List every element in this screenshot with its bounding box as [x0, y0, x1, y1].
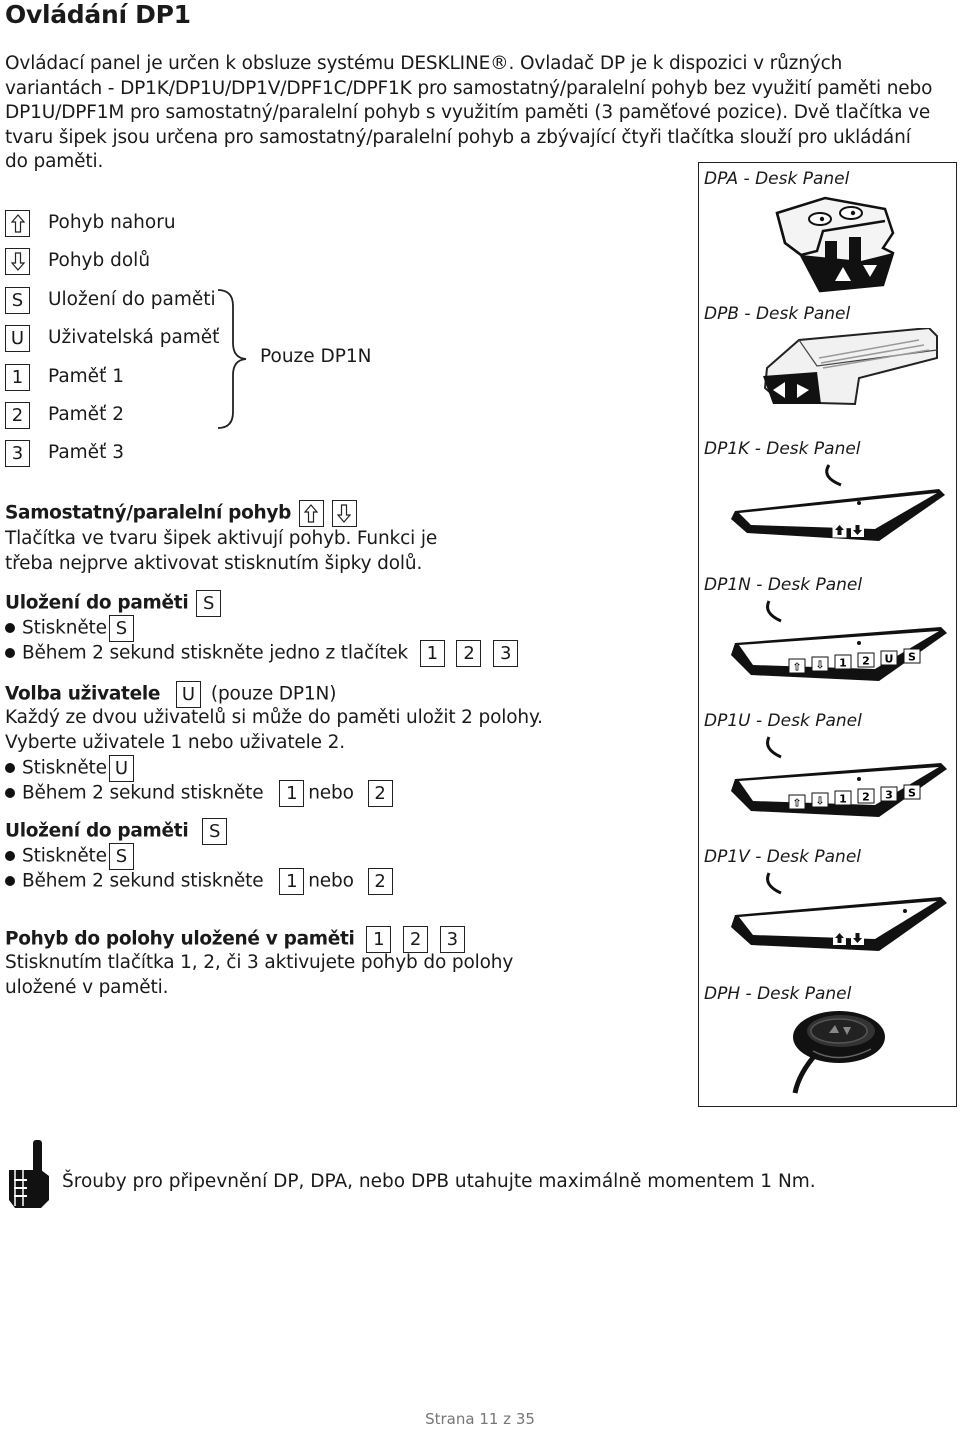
down-key: [332, 500, 357, 527]
arrow-down-icon: [337, 504, 351, 523]
arrow-up-icon: [11, 214, 25, 233]
section-text: třeba nejprve aktivovat stisknutím šipky dolů.: [5, 552, 423, 574]
panel-label: DP1V - Desk Panel: [704, 847, 862, 867]
up-key: [5, 210, 30, 237]
down-key: [5, 248, 30, 275]
page-title: Ovládání DP1: [5, 0, 191, 29]
section-text: Každý ze dvou uživatelů si může do paměti uložit 2 polohy.: [5, 707, 543, 728]
legend-label: Uživatelská paměť: [48, 327, 220, 348]
panel-button-label: 2: [862, 654, 870, 668]
panel-label: DPB - Desk Panel: [704, 304, 851, 324]
u-key: U: [109, 755, 134, 782]
section-text: uložené v paměti.: [5, 976, 169, 998]
key-2: 2: [5, 402, 30, 429]
section-user: [5, 681, 543, 805]
dp1k-panel-image: [729, 463, 949, 558]
section-text: Vyberte uživatele 1 nebo uživatele 2.: [5, 731, 345, 753]
s-key: S: [202, 818, 227, 845]
step-text: Během 2 sekund stiskněte: [22, 782, 264, 804]
legend-label: Paměť 1: [48, 366, 124, 387]
panel-button-label: S: [908, 650, 916, 664]
curly-brace: [216, 288, 256, 430]
panel-variants-box: [698, 162, 957, 1107]
arrow-up-icon: [304, 504, 318, 523]
legend-label: Pohyb dolů: [48, 250, 151, 271]
section-text: Stisknutím tlačítka 1, 2, či 3 aktivujete pohyb do polohy: [5, 952, 514, 973]
panel-label: DP1N - Desk Panel: [704, 575, 863, 595]
bullet-icon: [5, 763, 15, 773]
panel-button-label: ⇧: [792, 796, 802, 810]
key-2: 2: [368, 868, 393, 895]
key-3: 3: [493, 640, 518, 667]
key-1: 1: [420, 640, 445, 667]
panel-button-label: 3: [885, 788, 893, 802]
section-title: Pohyb do polohy uložené v paměti: [5, 928, 355, 950]
legend-label: Paměť 3: [48, 442, 124, 463]
bullet-icon: [5, 876, 15, 886]
key-1: 1: [279, 780, 304, 807]
section-movement: [5, 500, 437, 576]
panel-button-label: S: [908, 786, 916, 800]
dph-panel-image: [779, 1003, 899, 1098]
step-text: Během 2 sekund stiskněte: [22, 870, 264, 892]
bullet-icon: [5, 648, 15, 658]
step-text: nebo: [308, 870, 354, 892]
s-key: S: [109, 843, 134, 870]
dpa-panel-image: [765, 193, 905, 293]
panel-label: DP1K - Desk Panel: [704, 439, 861, 459]
bullet-icon: [5, 788, 15, 798]
legend-label: Paměť 2: [48, 404, 124, 425]
dp1v-panel-image: [729, 871, 949, 966]
section-title: Volba uživatele: [5, 683, 161, 705]
key-3: 3: [440, 926, 465, 953]
intro-paragraph: Ovládací panel je určen k obsluze systému DESKLINE®. Ovladač DP je k dispozici v různých variantách - DP1K/DP1U/DP1V/DPF1C/DPF1K pro samostatný/paralelní pohyb bez využití paměti nebo DP1U/DPF1M pro samostatný/paralelní pohyb s využitím paměti (3 paměťové pozice). Dvě tlačítka ve tvaru šipek jsou určena pro samostatný/paralelní pohyb a zbývající čtyři tlačítka slouží pro ukládání do paměti.: [5, 53, 933, 172]
section-title: Uložení do paměti: [5, 820, 189, 842]
dpb-panel-image: [759, 328, 939, 408]
key-3: 3: [5, 440, 30, 467]
u-key: U: [176, 681, 201, 708]
key-2: 2: [403, 926, 428, 953]
page-number: Strana 11 z 35: [425, 1410, 535, 1428]
panel-button-label: 1: [839, 792, 847, 806]
panel-label: DPH - Desk Panel: [704, 984, 852, 1004]
step-text: Během 2 sekund stiskněte jedno z tlačítek: [22, 642, 408, 664]
key-1: 1: [5, 364, 30, 391]
panel-label: DPA - Desk Panel: [704, 169, 850, 189]
step-text: Stiskněte: [22, 617, 107, 639]
s-key: S: [196, 590, 221, 617]
s-key: S: [5, 287, 30, 314]
panel-button-label: U: [884, 652, 894, 666]
section-recall: [5, 926, 513, 1000]
dp1n-panel-image: [729, 599, 949, 694]
panel-button-label: 1: [839, 656, 847, 670]
u-key: U: [5, 325, 30, 352]
panel-button-label: ⇧: [792, 660, 802, 674]
key-1: 1: [279, 868, 304, 895]
section-save: [5, 590, 518, 665]
s-key: S: [109, 615, 134, 642]
panel-label: DP1U - Desk Panel: [704, 711, 862, 731]
up-key: [299, 500, 324, 527]
section-text: Tlačítka ve tvaru šipek aktivují pohyb. Funkci je: [5, 528, 438, 549]
section-title: Uložení do paměti: [5, 592, 189, 614]
brace-label: Pouze DP1N: [260, 346, 372, 367]
pointing-hand-icon: [5, 1140, 53, 1210]
panel-button-label: ⇩: [815, 794, 825, 808]
legend-label: Pohyb nahoru: [48, 212, 176, 233]
section-title: Samostatný/paralelní pohyb: [5, 502, 292, 524]
dp1u-panel-image: [729, 735, 949, 830]
legend-label: Uložení do paměti: [48, 289, 216, 310]
key-2: 2: [456, 640, 481, 667]
section-note: (pouze DP1N): [210, 683, 337, 705]
bullet-icon: [5, 623, 15, 633]
panel-button-label: ⇩: [815, 658, 825, 672]
arrow-down-icon: [11, 252, 25, 271]
section-save-2: [5, 818, 393, 893]
key-2: 2: [368, 780, 393, 807]
panel-button-label: 2: [862, 790, 870, 804]
key-1: 1: [366, 926, 391, 953]
step-text: nebo: [308, 782, 354, 804]
torque-note: Šrouby pro připevnění DP, DPA, nebo DPB utahujte maximálně momentem 1 Nm.: [62, 1171, 816, 1192]
bullet-icon: [5, 851, 15, 861]
step-text: Stiskněte: [22, 845, 107, 867]
step-text: Stiskněte: [22, 757, 107, 779]
